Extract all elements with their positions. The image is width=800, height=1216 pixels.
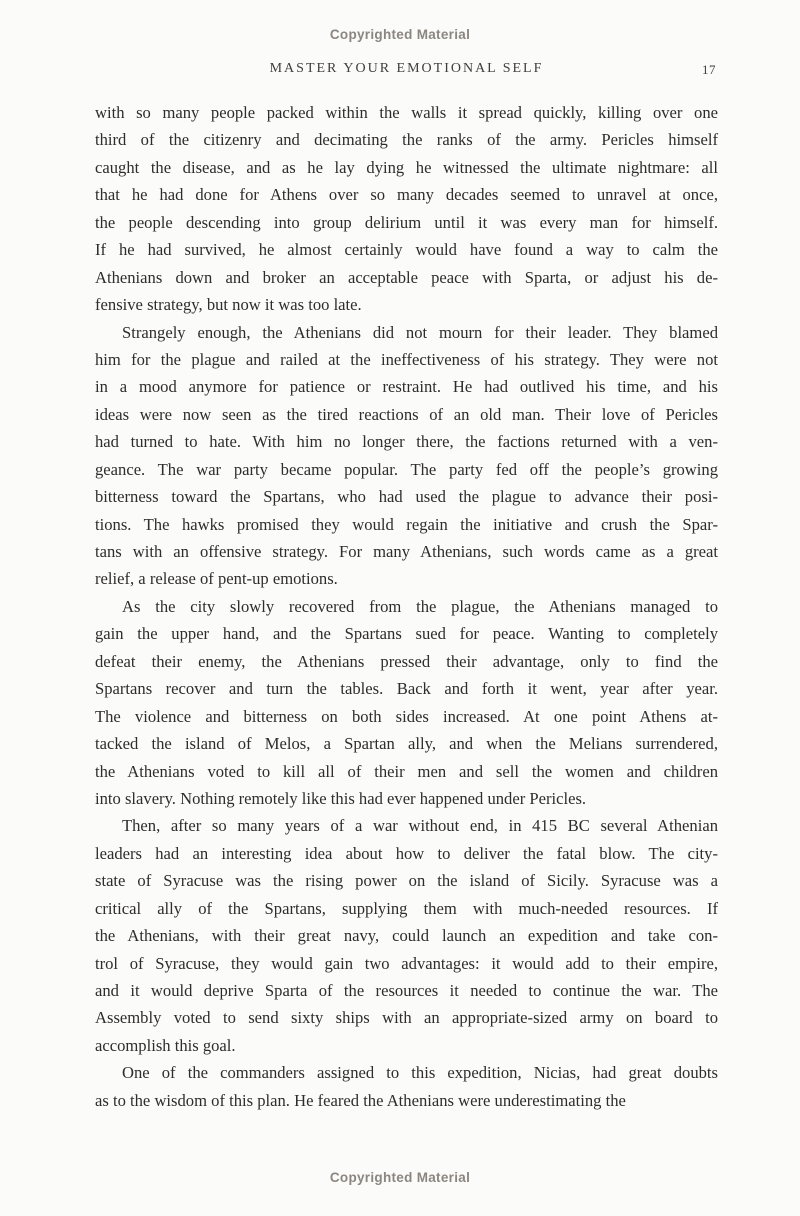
text-line: as to the wisdom of this plan. He feared the Athenians were underestimating the [95,1090,626,1110]
text-line: in a mood anymore for patience or restraint. He had outlived his time, and his [95,377,718,397]
text-line: into slavery. Nothing remotely like this had ever happened under Pericles. [95,788,587,808]
page-number: 17 [702,62,716,77]
text-line: tans with an offensive strategy. For many Athenians, such words came as a great [95,542,718,561]
text-line: that he had done for Athens over so many decades seemed to unravel at once, [95,185,718,205]
text-line: tions. The hawks promised they would regain the initiative and crush the Spar- [95,514,718,534]
copyright-notice-top: Copyrighted Material [329,27,471,42]
copyright-notice-bottom: Copyrighted Material [329,1170,471,1185]
text-line: relief, a release of pent-up emotions. [95,569,338,589]
text-line: had turned to hate. With him no longer there, the factions returned with a ven- [95,432,718,452]
text-line: geance. The war party became popular. The party fed off the people’s growing [95,459,718,479]
text-line: defeat their enemy, the Athenians pressed their advantage, only to find the [95,651,718,671]
text-line: caught the disease, and as he lay dying he witnessed the ultimate nightmare: all [95,157,718,177]
text-line: the Athenians, with their great navy, could launch an expedition and take con- [95,926,718,946]
text-line: third of the citizenry and decimating the ranks of the army. Pericles himself [95,130,718,150]
text-line: ideas were now seen as the tired reactions of an old man. Their love of Pericles [95,404,718,424]
text-line: and it would deprive Sparta of the resources it needed to continue the war. The [95,981,718,1000]
text-line: state of Syracuse was the rising power on the island of Sicily. Syracuse was a [95,871,718,891]
text-line: gain the upper hand, and the Spartans sued for peace. Wanting to completely [95,624,718,644]
body-text [95,99,718,1114]
running-header [95,61,718,77]
text-line: If he had survived, he almost certainly would have found a way to calm the [95,240,718,260]
text-line: Strangely enough, the Athenians did not mourn for their leader. They blamed [122,322,718,342]
text-line: tacked the island of Melos, a Spartan ally, and when the Melians surrendered, [95,734,718,754]
text-line: The violence and bitterness on both sides increased. At one point Athens at- [95,706,718,726]
text-line: trol of Syracuse, they would gain two advantages: it would add to their empire, [95,953,718,973]
text-line: with so many people packed within the walls it spread quickly, killing over one [95,103,718,122]
text-line: One of the commanders assigned to this expedition, Nicias, had great doubts [122,1063,718,1083]
text-line: the people descending into group delirium until it was every man for himself. [95,212,718,232]
text-line: leaders had an interesting idea about how to deliver the fatal blow. The city- [95,843,718,863]
text-line: him for the plague and railed at the ineffectiveness of his strategy. They were not [95,349,718,369]
chapter-title: MASTER YOUR EMOTIONAL SELF [269,61,544,76]
text-line: Then, after so many years of a war without end, in 415 BC several Athenian [122,816,718,836]
text-line: As the city slowly recovered from the plague, the Athenians managed to [122,596,718,616]
text-line: critical ally of the Spartans, supplying them with much-needed resources. If [95,898,718,918]
text-line: bitterness toward the Spartans, who had used the plague to advance their posi- [95,487,718,507]
text-line: the Athenians voted to kill all of their men and sell the women and children [95,761,718,781]
text-line: fensive strategy, but now it was too late. [95,295,362,315]
text-line: Assembly voted to send sixty ships with an appropriate-sized army on board to [95,1008,718,1028]
text-line: Spartans recover and turn the tables. Back and forth it went, year after year. [95,679,718,699]
text-line: accomplish this goal. [95,1035,236,1055]
text-line: Athenians down and broker an acceptable peace with Sparta, or adjust his de- [95,267,718,287]
